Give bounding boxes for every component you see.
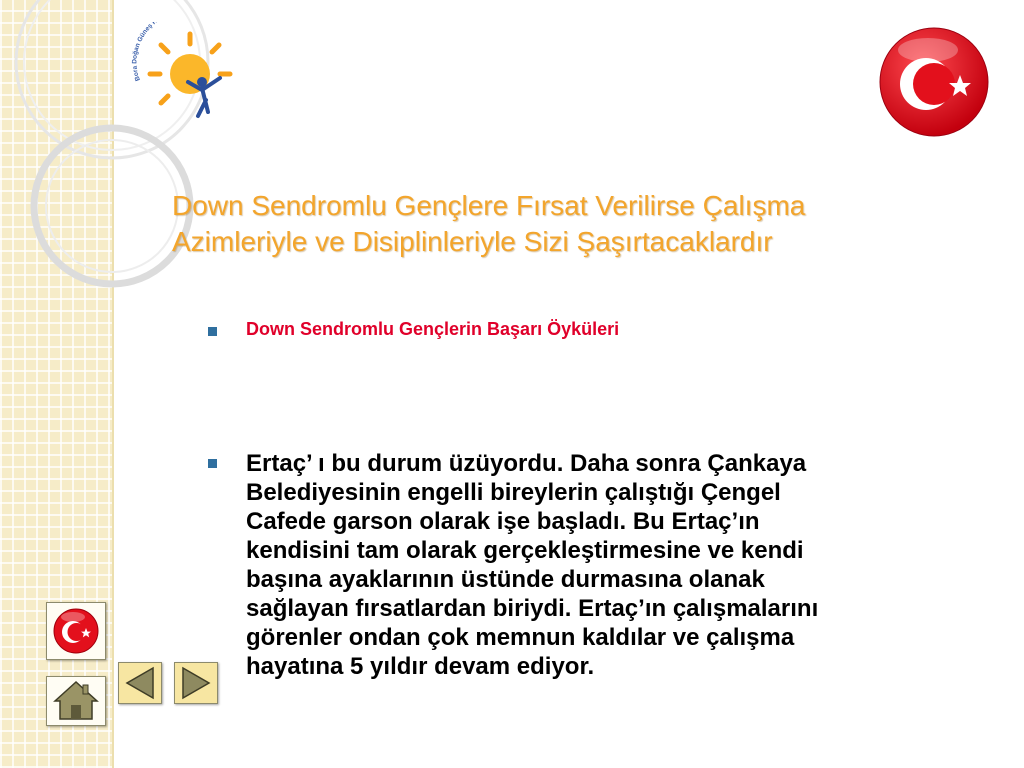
bullet-square-icon xyxy=(208,327,217,336)
body-line: başına ayaklarının üstünde durmasına olanak xyxy=(246,566,765,593)
title-line-1: Down Sendromlu Gençlere Fırsat Verilirse Çalışma xyxy=(172,190,806,221)
turkish-flag-icon xyxy=(878,26,990,138)
center-logo xyxy=(128,22,258,122)
body-line: Belediyesinin engelli bireylerin çalıştığı Çengel xyxy=(246,479,781,506)
body-line: sağlayan fırsatlardan biriydi. Ertaç’ın çalışmalarını xyxy=(246,595,819,622)
bullet-item-subtitle xyxy=(208,319,998,340)
turkish-flag-icon xyxy=(47,603,105,659)
body-line: Cafede garson olarak işe başladı. Bu Ertaç’ın xyxy=(246,508,760,535)
subtitle-text: Down Sendromlu Gençlerin Başarı Öyküleri xyxy=(246,319,620,339)
arrow-left-icon xyxy=(119,663,161,703)
page-title xyxy=(172,188,992,260)
bullet-item-body xyxy=(208,449,998,681)
body-line: Ertaç’ ı bu durum üzüyordu. Daha sonra Çankaya xyxy=(246,450,807,477)
turkish-flag-emblem xyxy=(878,26,990,138)
body-line: görenler ondan çok memnun kaldılar ve çalışma xyxy=(246,624,795,651)
flag-button[interactable] xyxy=(46,602,106,660)
logo-text: Bora Doğan Güneş R xyxy=(131,22,159,82)
sun-person-logo-icon xyxy=(128,22,258,122)
body-line: hayatına 5 yıldır devam ediyor. xyxy=(246,653,595,680)
body-line: kendisini tam olarak gerçekleştirmesine ve kendi xyxy=(246,537,804,564)
home-button[interactable] xyxy=(46,676,106,726)
bullet-square-icon xyxy=(208,459,217,468)
home-icon xyxy=(47,677,105,725)
previous-slide-button[interactable] xyxy=(118,662,162,704)
title-line-2: Azimleriyle ve Disiplinleriyle Sizi Şaşırtacaklardır xyxy=(172,226,773,257)
next-slide-button[interactable] xyxy=(174,662,218,704)
arrow-right-icon xyxy=(175,663,217,703)
body-text xyxy=(246,449,1006,681)
